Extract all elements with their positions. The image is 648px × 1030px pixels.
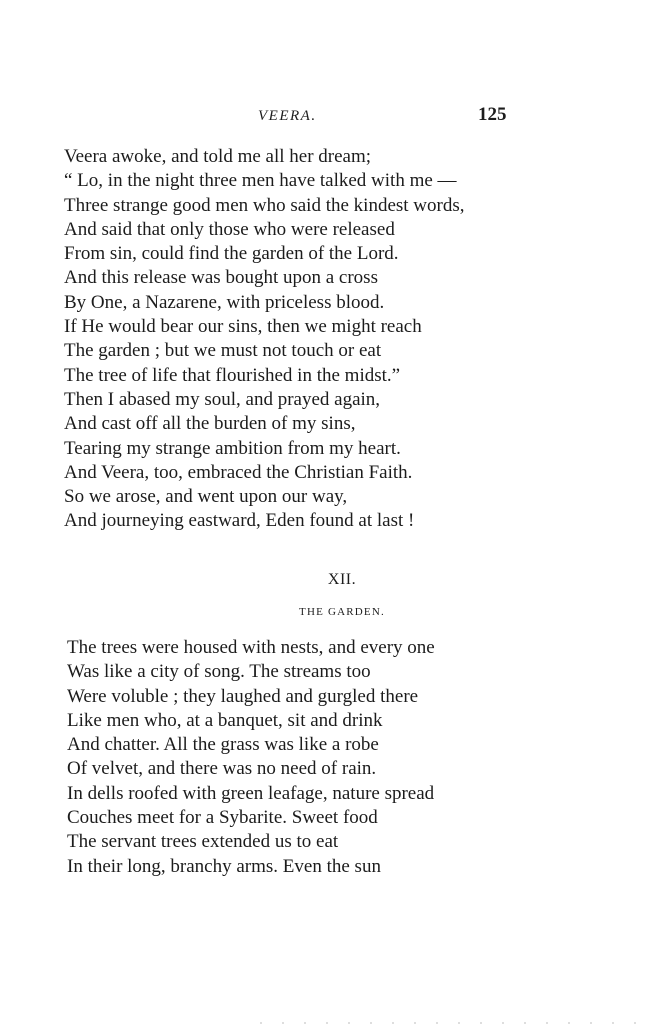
poem-line: And this release was bought upon a cross (64, 267, 378, 289)
section-title: THE GARDEN. (299, 606, 385, 618)
section-number: XII. (327, 571, 357, 588)
poem-line: Like men who, at a banquet, sit and drink (67, 709, 383, 731)
poem-stanza-one (64, 145, 465, 534)
poem-line: By One, a Nazarene, with priceless blood. (64, 291, 385, 313)
poem-line: And Veera, too, embraced the Christian Faith. (64, 461, 413, 483)
poem-line: Tearing my strange ambition from my heart. (64, 437, 401, 459)
poem-line: Veera awoke, and told me all her dream; (64, 146, 372, 167)
poem-line: If He would bear our sins, then we might reach (64, 316, 422, 338)
poem-line: The tree of life that flourished in the midst.” (64, 364, 401, 386)
poem-line: So we arose, and went upon our way, (64, 486, 348, 508)
poem-line: Then I abased my soul, and prayed again, (64, 388, 381, 410)
poem-line: Were voluble ; they laughed and gurgled there (67, 685, 419, 707)
poem-line: “ Lo, in the night three men have talked with me — (64, 170, 457, 192)
poem-line: In dells roofed with green leafage, nature spread (67, 782, 435, 804)
poem-line: In their long, branchy arms. Even the sun (67, 855, 381, 877)
running-head (0, 104, 648, 132)
poem-line: And said that only those who were released (64, 218, 395, 240)
poem-line: And cast off all the burden of my sins, (64, 413, 356, 435)
poem-line: From sin, could find the garden of the Lord. (64, 243, 399, 265)
poem-line: And journeying eastward, Eden found at last ! (64, 510, 415, 532)
scan-artifact-marks (260, 1022, 640, 1024)
poem-line: Was like a city of song. The streams too (67, 661, 371, 683)
poem-line: And chatter. All the grass was like a robe (67, 734, 379, 756)
running-title: VEERA. (258, 108, 317, 124)
poem-line: Of velvet, and there was no need of rain. (67, 758, 377, 780)
poem-line: The servant trees extended us to eat (67, 831, 339, 853)
poem-line: The trees were housed with nests, and every one (67, 637, 435, 658)
poem-line: Couches meet for a Sybarite. Sweet food (67, 807, 378, 829)
page-number: 125 (478, 104, 507, 125)
poem-line: The garden ; but we must not touch or eat (64, 340, 382, 362)
poem-line: Three strange good men who said the kindest words, (64, 194, 465, 216)
poem-stanza-two (67, 636, 435, 879)
